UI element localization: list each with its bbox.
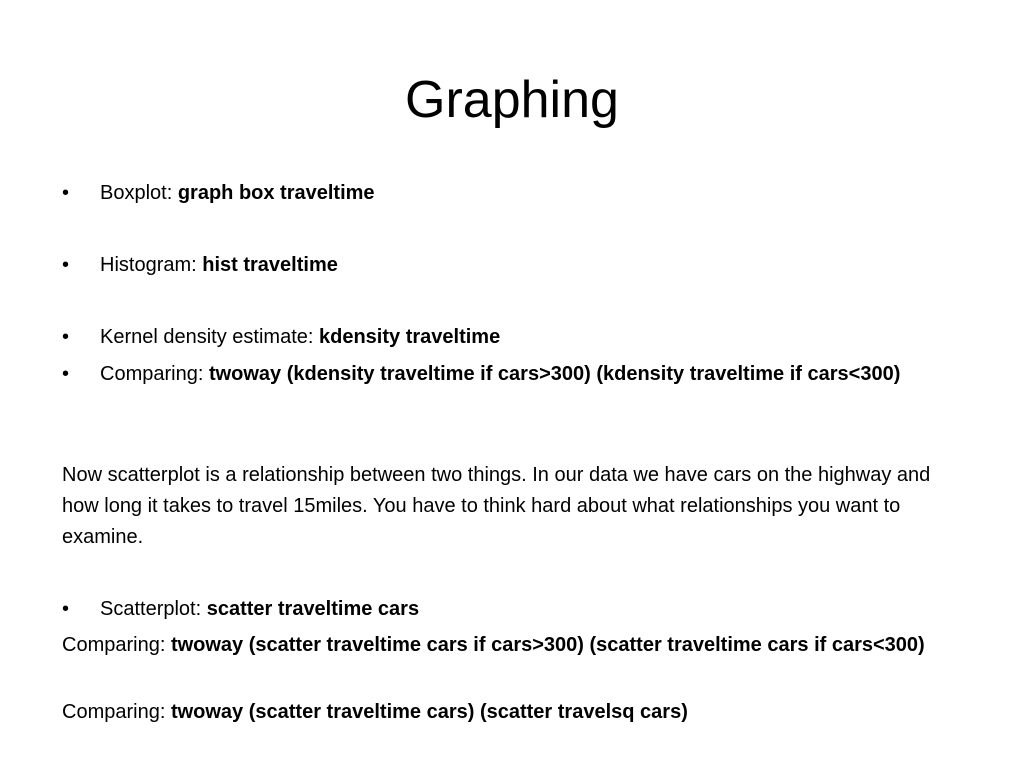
- bullet-label: Boxplot:: [100, 182, 178, 204]
- bullet-glyph: •: [62, 598, 70, 620]
- bullet-glyph: •: [62, 254, 70, 276]
- comparing-command: twoway (scatter traveltime cars) (scatter travelsq cars): [170, 701, 688, 723]
- bullet-item-comparing-kdensity: [62, 359, 922, 390]
- scatterplot-explanation: [62, 460, 962, 553]
- bullet-label: Kernel density estimate:: [100, 326, 319, 348]
- bullet-command: twoway (kdensity traveltime if cars>300) (kdensity traveltime if cars<300): [208, 363, 901, 385]
- bullet-item-boxplot: [62, 178, 962, 209]
- slide-title: Graphing: [405, 71, 619, 129]
- comparing-label: Comparing:: [62, 701, 171, 723]
- comparing-label: Comparing:: [62, 634, 171, 656]
- comparing-scatter-travelsq: [62, 697, 962, 728]
- bullet-label: Histogram:: [100, 254, 203, 276]
- bullet-item-kdensity: [62, 322, 962, 353]
- paragraph-text: Now scatterplot is a relationship between two things. In our data we have cars on the highway and how long it takes to travel 15miles. You have to think hard about what relationships you want to examine.: [62, 464, 931, 548]
- bullet-command: hist traveltime: [202, 254, 338, 276]
- bullet-label: Comparing:: [100, 363, 209, 385]
- bullet-glyph: •: [62, 363, 70, 385]
- comparing-scatter-cars-split: [62, 630, 942, 661]
- bullet-item-scatterplot: [62, 594, 962, 625]
- bullet-command: graph box traveltime: [177, 182, 375, 204]
- bullet-command: scatter traveltime cars: [206, 598, 420, 620]
- bullet-label: Scatterplot:: [100, 598, 207, 620]
- comparing-command: twoway (scatter traveltime cars if cars>300) (scatter traveltime cars if cars<300): [170, 634, 925, 656]
- bullet-glyph: •: [62, 326, 70, 348]
- bullet-glyph: •: [62, 182, 70, 204]
- bullet-item-histogram: [62, 250, 962, 281]
- bullet-command: kdensity traveltime: [319, 326, 501, 348]
